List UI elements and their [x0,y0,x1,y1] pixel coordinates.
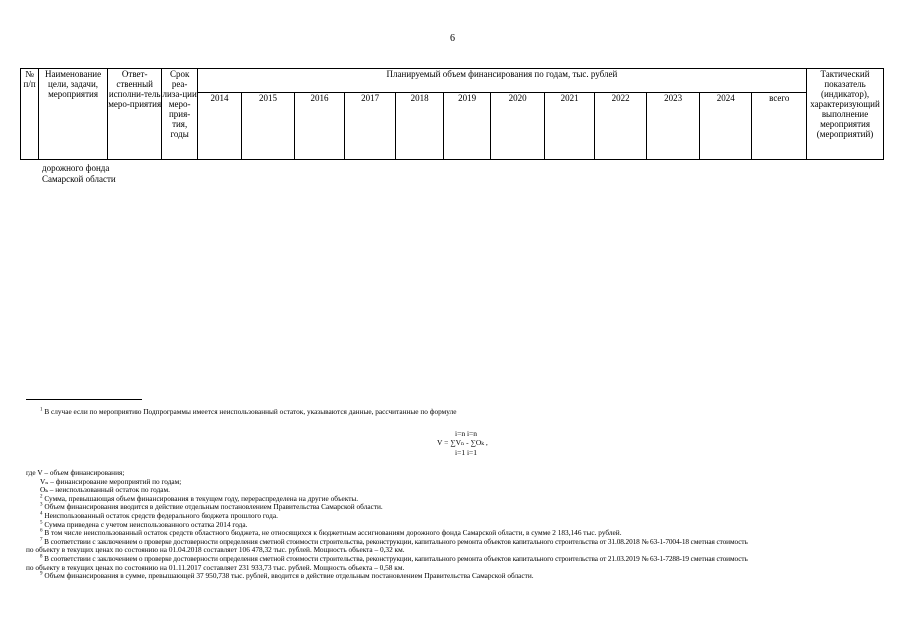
footnote-7: $^7$ В соответствии с заключением о проверке достоверности определения сметной стоимости строительства, реконструкции, капитального ремонта объектов капитального строительства от 31.08.2018 № 63-1-7004-18 сметная стоимость [40,536,748,546]
footnote-text: Объем финансирования вводится в действие отдельным постановлением Правительства Самарской области. [44,502,383,512]
header-year: 2021 [545,93,595,160]
footnote-text: Сумма приведена с учетом неиспользованного остатка 2014 года. [44,519,248,529]
header-responsible: Ответ-ственный исполни-тель меро-приятия [107,69,162,160]
formula-upper-limits: i=n i=n [455,429,478,438]
financing-table [20,68,884,160]
footnote-1: $^1$ В случае если по мероприятию Подпрограммы имеется неиспользованный остаток, указываются данные, рассчитанные по формуле [40,407,457,416]
header-term: Срок реа-лиза-ции меро-прия-тия, годы [162,69,197,160]
continued-text [42,163,116,185]
header-year: 2019 [444,93,490,160]
header-total: всего [752,93,807,160]
footnote-6: $^6$ В том числе неиспользованный остаток средств областного бюджета, не относящихся к бюджетным ассигнованиям дорожного фонда Самарской области, в сумме 2 183,146 тыс. рублей. [40,528,622,538]
definition-v: где V – объем финансирования; [26,468,125,477]
header-indicator: Тактический показатель (индикатор), характеризующий выполнение мероприятия (мероприятий) [807,69,884,160]
footnote-text: В соответствии с заключением о проверке достоверности определения сметной стоимости строительства, реконструкции, капитального ремонта объектов капитального строительства от 21.03.2019 № 63-1-7288-19 сметная стоимость [44,553,748,563]
footnote-8-continued: по объекту в текущих ценах по состоянию на 01.11.2017 составляет 231 933,73 тыс. рублей. Мощность объекта – 0,58 км. [26,562,405,572]
formula-lower-limits: i=1 i=1 [455,448,478,457]
header-year: 2023 [647,93,700,160]
footnote-text: Неиспользованный остаток средств федерального бюджета прошлого года. [44,510,278,520]
header-year: 2020 [490,93,545,160]
header-year: 2015 [242,93,295,160]
header-name: Наименование цели, задачи, мероприятия [39,69,108,160]
header-planned-financing: Планируемый объем финансирования по годам, тыс. рублей [197,69,806,93]
page-number: 6 [450,33,455,44]
footnote-text: В том числе неиспользованный остаток средств областного бюджета, не относящихся к бюджетным ассигнованиям дорожного фонда Самарской области, в сумме 2 183,146 тыс. рублей. [44,528,622,538]
header-year: 2017 [345,93,396,160]
footnote-text: Сумма, превышающая объем финансирования в текущем году, перераспределена на другие объекты. [44,493,359,503]
footnote-text: В случае если по мероприятию Подпрограммы имеется неиспользованный остаток, указываются данные, рассчитанные по формуле [44,407,457,416]
definition-vn: Vₙ – финансирование мероприятий по годам; [40,476,182,486]
header-year: 2022 [594,93,647,160]
footnote-3: $^3$ Объем финансирования вводится в действие отдельным постановлением Правительства Самарской области. [40,502,383,512]
footnote-separator [26,399,142,400]
footnote-text: Объем финансирования в сумме, превышающей 37 950,738 тыс. рублей, вводится в действие отдельным постановлением Правительства Самарской области. [44,571,534,581]
footnotes-block [26,408,892,417]
continued-line: дорожного фонда [42,163,110,173]
definition-ok: Oₖ – неиспользованный остаток по годам. [40,485,170,495]
formula-expression: V = ∑Vₙ - ∑Oₖ , [437,438,488,447]
footnote-2: $^2$ Сумма, превышающая объем финансирования в текущем году, перераспределена на другие объекты. [40,493,359,503]
footnote-9: $^9$ Объем финансирования в сумме, превышающей 37 950,738 тыс. рублей, вводится в действие отдельным постановлением Правительства Самарской области. [40,571,534,581]
footnotes-continued [26,469,892,581]
footnote-8: $^8$ В соответствии с заключением о проверке достоверности определения сметной стоимости строительства, реконструкции, капитального ремонта объектов капитального строительства от 21.03.2019 № 63-1-7288-19 сметная стоимость [40,553,748,563]
footnote-7-continued: по объекту в текущих ценах по состоянию на 01.04.2018 составляет 106 478,32 тыс. рублей. Мощность объекта – 0,32 км. [26,545,405,555]
footnote-5: $^5$ Сумма приведена с учетом неиспользованного остатка 2014 года. [40,519,248,529]
footnote-text: В соответствии с заключением о проверке достоверности определения сметной стоимости строительства, реконструкции, капитального ремонта объектов капитального строительства от 31.08.2018 № 63-1-7004-18 сметная стоимость [44,536,748,546]
header-year: 2024 [699,93,752,160]
header-num: № п/п [21,69,39,160]
header-year: 2018 [395,93,444,160]
header-year: 2016 [294,93,345,160]
footnote-4: $^4$ Неиспользованный остаток средств федерального бюджета прошлого года. [40,510,278,520]
continued-line: Самарской области [42,174,116,184]
header-year: 2014 [197,93,241,160]
